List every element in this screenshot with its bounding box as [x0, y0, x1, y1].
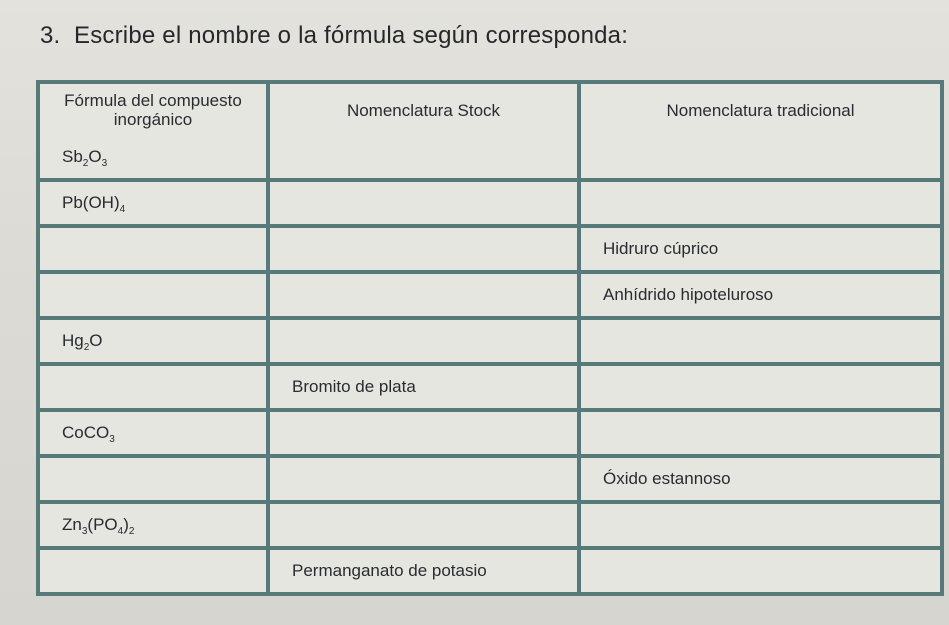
- cell-stock[interactable]: [270, 182, 581, 228]
- cell-stock[interactable]: [270, 228, 581, 274]
- cell-stock[interactable]: [270, 320, 581, 366]
- table-body: [40, 136, 940, 592]
- cell-tradicional[interactable]: [581, 320, 940, 366]
- cell-tradicional: Hidruro cúprico: [581, 228, 940, 274]
- cell-tradicional[interactable]: [581, 504, 940, 550]
- formula-text: Pb(OH): [62, 193, 120, 212]
- cell-formula[interactable]: [40, 458, 270, 504]
- cell-tradicional[interactable]: [581, 136, 940, 182]
- cell-tradicional: Óxido estannoso: [581, 458, 940, 504]
- chemical-formula: [62, 331, 103, 353]
- table-row: [40, 320, 940, 366]
- cell-stock: Permanganato de potasio: [270, 550, 581, 592]
- formula-subscript: 2: [128, 526, 135, 537]
- cell-formula: [40, 320, 270, 366]
- header-stock: Nomenclatura Stock: [270, 84, 581, 136]
- formula-text: Hg: [62, 331, 84, 350]
- table-header-row: [40, 84, 940, 136]
- formula-subscript: 2: [82, 158, 89, 169]
- cell-stock[interactable]: [270, 412, 581, 458]
- chemical-formula: [62, 147, 108, 169]
- cell-formula: [40, 182, 270, 228]
- exercise-heading: [40, 22, 628, 50]
- table-row: [40, 412, 940, 458]
- cell-formula[interactable]: [40, 274, 270, 320]
- table-row: [40, 182, 940, 228]
- header-tradicional: Nomenclatura tradicional: [666, 100, 855, 120]
- cell-tradicional[interactable]: [581, 550, 940, 592]
- table-row: [40, 228, 940, 274]
- table-row: [40, 274, 940, 320]
- cell-tradicional[interactable]: [581, 412, 940, 458]
- cell-tradicional: Anhídrido hipoteluroso: [581, 274, 940, 320]
- cell-formula[interactable]: [40, 228, 270, 274]
- formula-text: ): [123, 515, 129, 534]
- cell-stock: Bromito de plata: [270, 366, 581, 412]
- cell-formula[interactable]: [40, 550, 270, 592]
- cell-tradicional[interactable]: [581, 182, 940, 228]
- table-row: [40, 366, 940, 412]
- formula-subscript: 3: [109, 434, 115, 445]
- cell-stock[interactable]: [270, 504, 581, 550]
- formula-text: O: [88, 147, 102, 166]
- chemical-formula: [62, 423, 115, 445]
- cell-formula: [40, 504, 270, 550]
- cell-stock[interactable]: [270, 458, 581, 504]
- header-formula: Fórmula del compuesto inorgánico: [40, 84, 270, 136]
- chemical-formula: [62, 515, 135, 537]
- formula-subscript: 4: [117, 526, 124, 537]
- table-row: [40, 504, 940, 550]
- formula-subscript: 4: [119, 204, 126, 215]
- cell-formula: [40, 136, 270, 182]
- cell-formula: [40, 412, 270, 458]
- table-row: [40, 136, 940, 182]
- chemical-formula: [62, 193, 126, 215]
- exercise-instruction: Escribe el nombre o la fórmula según corresponda:: [74, 22, 629, 49]
- table-row: [40, 458, 940, 504]
- formula-text: Sb: [62, 147, 83, 166]
- cell-stock[interactable]: [270, 136, 581, 182]
- cell-stock[interactable]: [270, 274, 581, 320]
- formula-text: Zn: [62, 515, 82, 534]
- formula-text: (PO: [87, 515, 118, 534]
- formula-text: O: [89, 331, 103, 350]
- table-row: [40, 550, 940, 592]
- formula-subscript: 3: [101, 158, 108, 169]
- exercise-number: 3.: [40, 22, 61, 49]
- nomenclature-table: [36, 80, 944, 596]
- formula-text: CoCO: [62, 423, 110, 442]
- cell-tradicional[interactable]: [581, 366, 940, 412]
- formula-subscript: 2: [83, 342, 90, 353]
- cell-formula[interactable]: [40, 366, 270, 412]
- formula-subscript: 3: [81, 526, 88, 537]
